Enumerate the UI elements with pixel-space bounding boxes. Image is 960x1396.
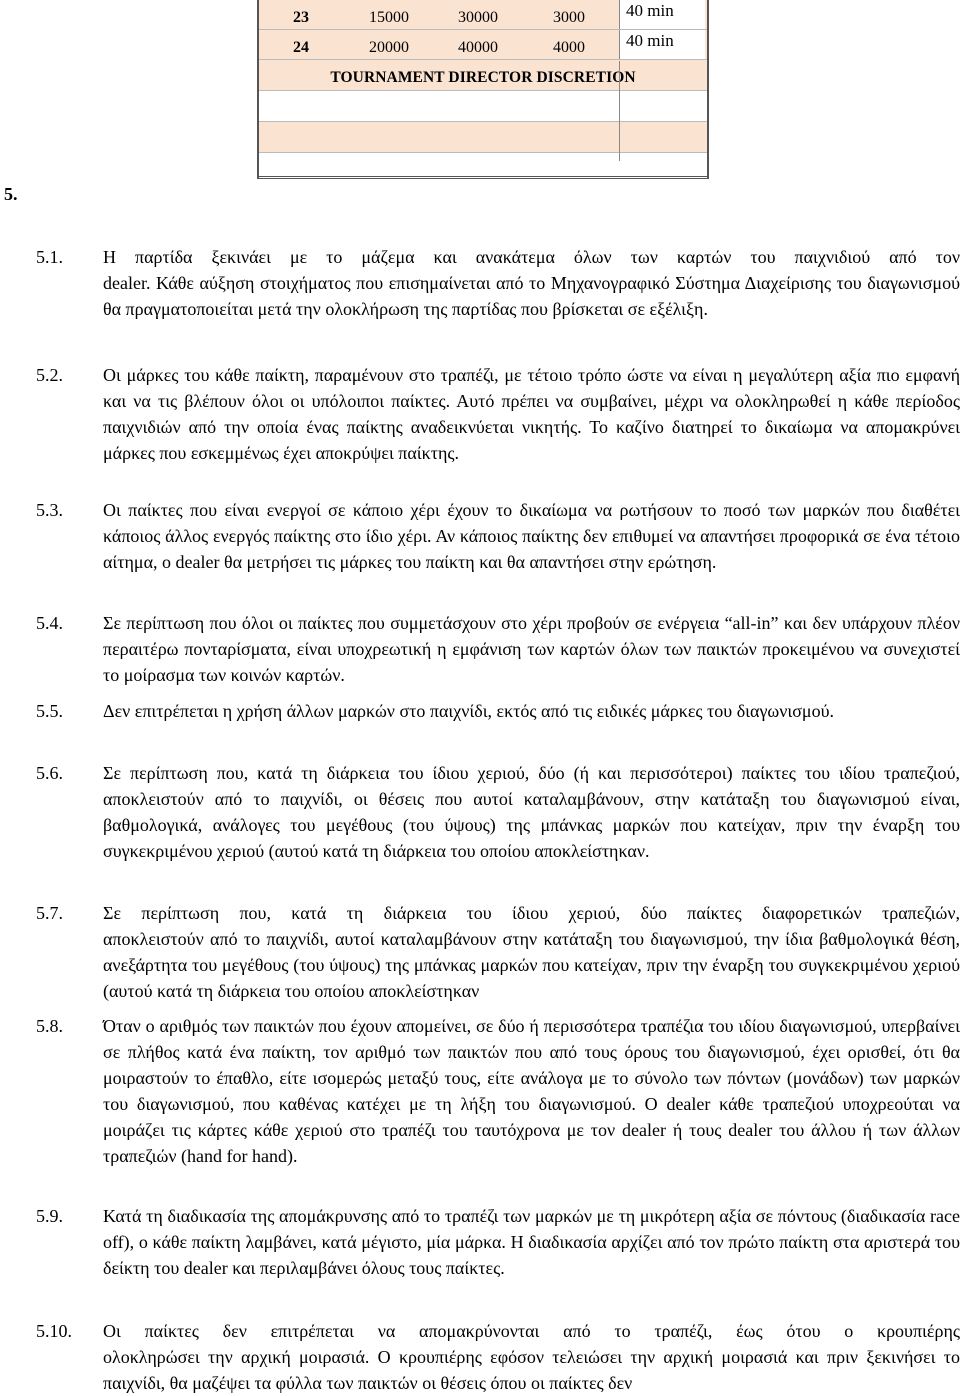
- ante-cell: 3000: [553, 9, 585, 26]
- clause-number: 5.9.: [36, 1206, 63, 1226]
- table-row: [259, 153, 707, 179]
- level-cell: 23: [293, 9, 309, 26]
- clause-text: Όταν ο αριθμός των παικτών που έχουν απομείνει, σε δύο ή περισσότερα τραπέζια του ιδίου διαγωνισμού, υπερβαίνει σε πλήθος κατά ένα παίκτη, τον αριθμό των παικτών που από τους όρους του διαγωνισμού, έχει ορισθεί, ότι θα μοιραστούν το έπαθλο, είτε ισομερώς μεταξύ τους, είτε ανάλογα με το σύνολο των πόντων (μονάδων) των μαρκών του διαγωνισμού, που καθένας κατέχει με τη λήξη του διαγωνισμού. Ο dealer κάθε τραπεζιού υποχρεούται να μοιράζει τις κάρτες κάθε χεριού στο τραπέζι του ταυτόχρονα με τον dealer ή τους dealer του άλλου ή των άλλων τραπεζιών (hand for hand).: [103, 1016, 960, 1166]
- clause-continuation: αποκλειστούν από το παιχνίδι, αυτοί καταλαμβάνουν στην κατάταξη του διαγωνισμού, την ίδια βαθμολογικά θέση, ανεξάρτητα του μεγέθους (του ύψους) της μπάνκας μαρκών που κατείχαν, πριν την έναρξη του συγκεκριμένου χεριού (αυτού κατά τη διάρκεια του οποίου αποκλείστηκαν: [103, 929, 960, 1001]
- clause-number: 5.2.: [36, 365, 63, 385]
- clause-number: 5.3.: [36, 500, 63, 520]
- clause-first-line: Σε περίπτωση που, κατά τη διάρκεια του ίδιου χεριού, δύο παίκτες διαφορετικών τραπεζιών,: [103, 903, 960, 923]
- director-discretion-note: TOURNAMENT DIRECTOR DISCRETION: [330, 69, 636, 86]
- clause-first-line: Οι παίκτες δεν επιτρέπεται να απομακρύνονται από το τραπέζι, έως ότου ο κρουπιέρης: [103, 1321, 960, 1341]
- clause-number: 5.4.: [36, 613, 63, 633]
- clause-text: Σε περίπτωση που, κατά τη διάρκεια του ίδιου χεριού, δύο (ή και περισσότεροι) παίκτες του ιδίου τραπεζιού, αποκλειστούν από το παιχνίδι, οι θέσεις που αυτοί καταλαμβάνουν, στην κατάταξη του διαγωνισμού είναι, βαθμολογικά, ανάλογες του μεγέθους (του ύψους) της μπάνκας μαρκών που κατείχαν, πριν την έναρξη του συγκεκριμένου χεριού (αυτού κατά τη διάρκεια του οποίου αποκλείστηκαν.: [103, 763, 960, 861]
- big-blind-cell: 40000: [458, 39, 498, 56]
- ante-cell: 4000: [553, 39, 585, 56]
- clause-number: 5.1.: [36, 247, 63, 267]
- clause-text: [103, 900, 960, 926]
- small-blind-cell: 15000: [369, 9, 409, 26]
- table-row: [259, 0, 707, 30]
- clause-text: [103, 1318, 960, 1344]
- clause-number: 5.5.: [36, 701, 63, 721]
- clause-text: Κατά τη διαδικασία της απομάκρυνσης από το τραπέζι των μαρκών με τη μικρότερη αξία σε πόντους (διαδικασία race off), ο κάθε παίκτη λαμβάνει, κατά μέγιστο, μία μάρκα. Η διαδικασία αρχίζει από τον πρώτο παίκτη στα αριστερά του δείκτη του dealer και περιλαμβάνει όλους τους παίκτες.: [103, 1206, 960, 1278]
- blind-structure-table: [257, 0, 709, 179]
- table-row: [259, 60, 707, 91]
- time-cell: 40 min: [619, 0, 705, 29]
- clause-continuation: dealer. Κάθε αύξηση στοιχήματος που επισημαίνεται από το Μηχανογραφικό Σύστημα Διαχείρισης του διαγωνισμού θα πραγματοποιείται μετά την ολοκλήρωση της παρτίδας που βρίσκεται σε εξέλιξη.: [103, 273, 960, 319]
- table-row: [259, 122, 707, 153]
- clause-text: Οι παίκτες που είναι ενεργοί σε κάποιο χέρι έχουν το δικαίωμα να ρωτήσουν το ποσό των μαρκών που διαθέτει κάποιος άλλος ενεργός παίκτης στο ίδιο χέρι. Αν κάποιος παίκτης δεν επιθυμεί να απαντήσει προφορικά σε ένα τέτοιο αίτημα, ο dealer θα μετρήσει τις μάρκες του παίκτη και θα απαντήσει στην ερώτηση.: [103, 500, 960, 572]
- table-row: [259, 91, 707, 122]
- table-row: [259, 30, 707, 60]
- clause-number: 5.6.: [36, 763, 63, 783]
- clause-continuation: ολοκληρώσει την αρχική μοιρασιά. Ο κρουπιέρης εφόσον τελειώσει την αρχική μοιρασιά και πριν ξεκινήσει το παιχνίδι, θα μαζέψει τα φύλλα των παικτών οι θέσεις όπου οι παίκτες δεν: [103, 1347, 960, 1393]
- section-number: 5.: [4, 184, 18, 204]
- clause-number: 5.8.: [36, 1016, 63, 1036]
- clause-text: Σε περίπτωση που όλοι οι παίκτες που συμμετάσχουν στο χέρι προβούν σε ενέργεια “all-in” και δεν υπάρχουν πλέον περαιτέρω πονταρίσματα, είναι υποχρεωτική η εμφάνιση των καρτών όλων των παικτών προκειμένου να συνεχιστεί το μοίρασμα των κοινών καρτών.: [103, 613, 960, 685]
- big-blind-cell: 30000: [458, 9, 498, 26]
- clause-text: Οι μάρκες του κάθε παίκτη, παραμένουν στο τραπέζι, με τέτοιο τρόπο ώστε να είναι η μεγαλύτερη αξία πιο εμφανή και να τις βλέπουν όλοι οι υπόλοιποι παίκτες. Αυτό πρέπει να συμβαίνει, μέχρι να ολοκληρωθεί η κάθε περίοδος παιχνιδιών από την οποία ένας παίκτης αναδεικνύεται νικητής. Το καζίνο διατηρεί το δικαίωμα να απομακρύνει μάρκες που εσκεμμένως έχει αποκρύψει παίκτης.: [103, 365, 960, 463]
- time-cell: 40 min: [619, 30, 705, 59]
- clause-text: [103, 244, 960, 270]
- clause-number: 5.7.: [36, 903, 63, 923]
- level-cell: 24: [293, 39, 309, 56]
- clause-number: 5.10.: [36, 1321, 72, 1341]
- clause-first-line: Η παρτίδα ξεκινάει με το μάζεμα και ανακάτεμα όλων των καρτών του παιχνιδιού από τον: [103, 247, 960, 267]
- small-blind-cell: 20000: [369, 39, 409, 56]
- clause-text: Δεν επιτρέπεται η χρήση άλλων μαρκών στο παιχνίδι, εκτός από τις ειδικές μάρκες του διαγωνισμού.: [103, 701, 834, 721]
